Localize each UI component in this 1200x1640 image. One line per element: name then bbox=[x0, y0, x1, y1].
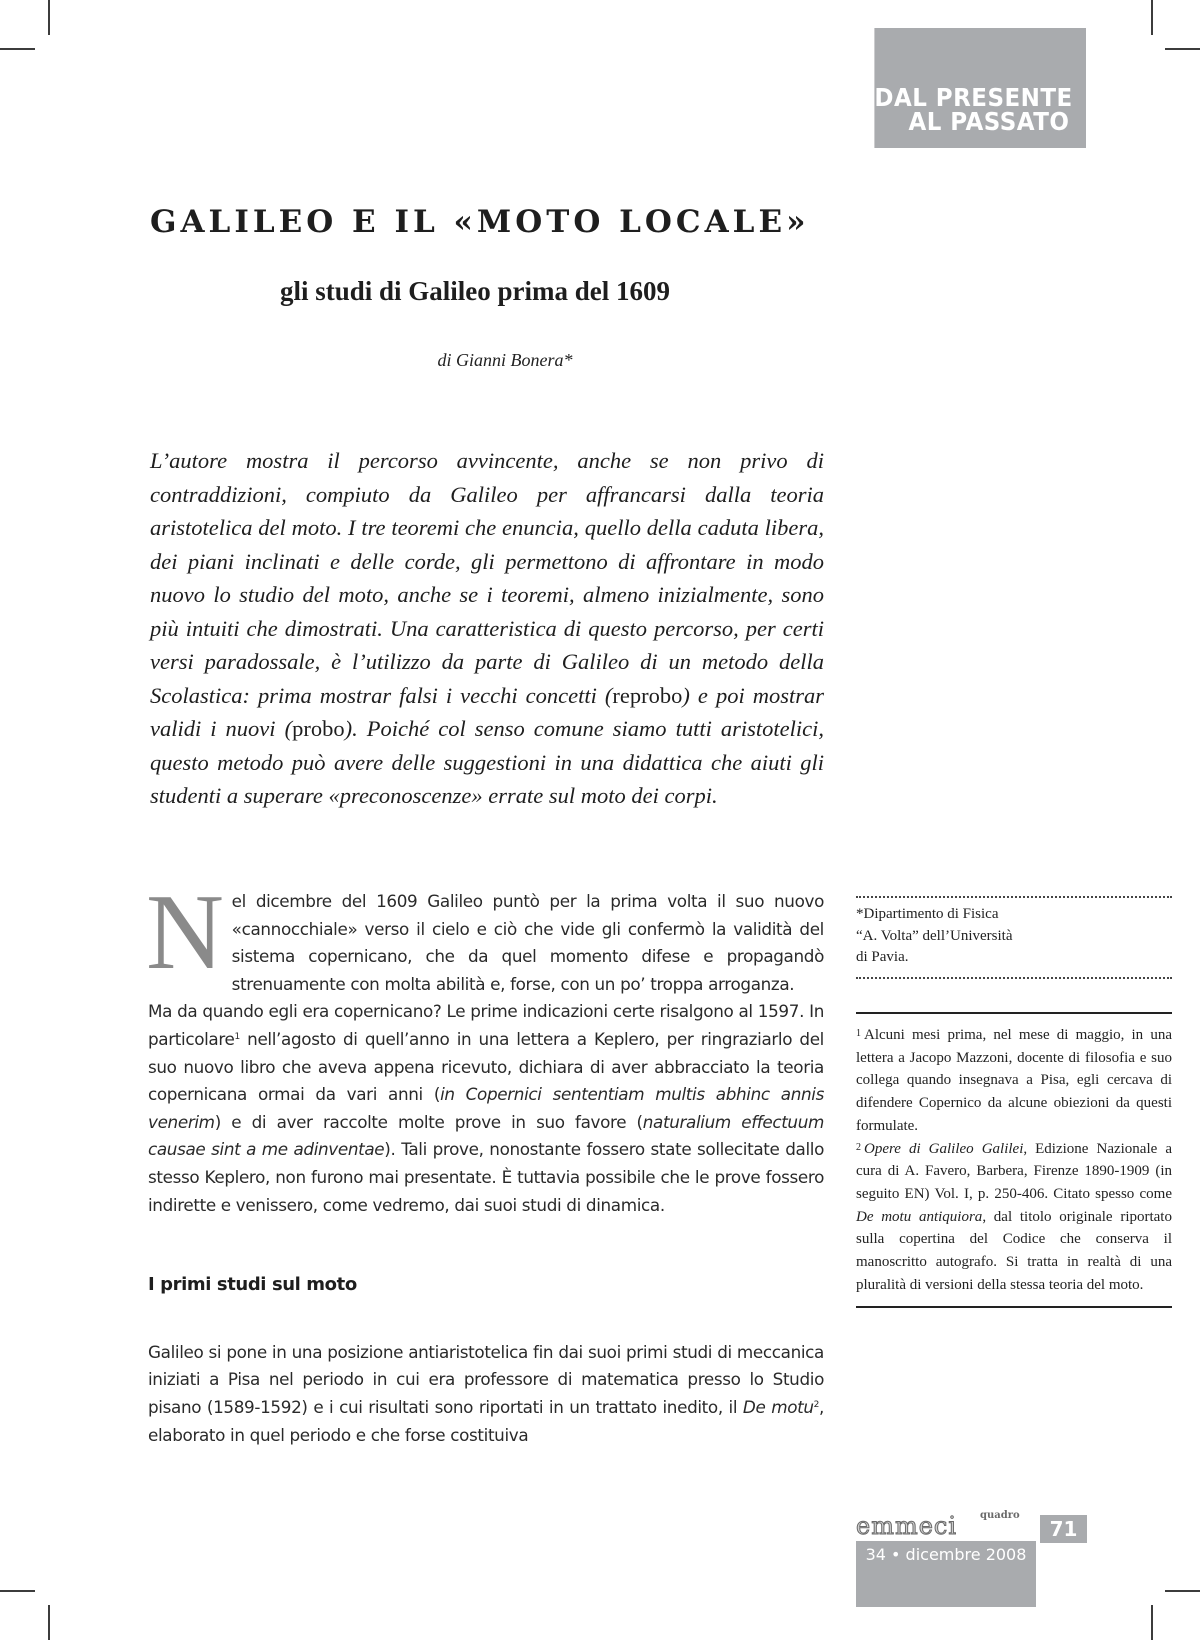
footnote-text: , Edizione Nazionale a cura di A. Favero, Barbera, Firenze 1890-1909 (in seguito EN) Vol. I, p. 250-406. Citato spesso come bbox=[856, 1140, 1172, 1202]
abstract-text: ) e poi mostrar validi i nuovi ( bbox=[150, 682, 824, 741]
footnote-ref-2[interactable]: 2 bbox=[813, 1399, 820, 1410]
drop-cap: N bbox=[146, 873, 224, 992]
paragraph-text: , elaborato in quel periodo e che forse costituiva bbox=[148, 1396, 825, 1445]
section-tag-line2: AL PASSATO bbox=[908, 107, 1070, 136]
footnote-text: , dal titolo originale riportato sulla copertina del Codice che conserva il manoscritto autografo. Si tratta in realtà di una pluralità di versioni della stessa teoria del moto. bbox=[856, 1208, 1172, 1293]
paragraph-text: Galileo si pone in una posizione antiaristotelica fin dai suoi primi studi di meccanica iniziati a Pisa nel periodo in cui era professore di matematica presso lo Studio pisano (1589-1592) e i cui risultati sono riportati in un trattato inedito, il bbox=[148, 1341, 824, 1417]
crop-mark bbox=[1165, 48, 1200, 50]
magazine-logo-sup: quadro bbox=[980, 1510, 1020, 1521]
crop-mark bbox=[0, 1590, 35, 1592]
paragraph-text: Ma da quando egli era copernicano? Le prime indicazioni certe risalgono al 1597. In particolare bbox=[148, 1001, 824, 1049]
footnote-number: 2 bbox=[856, 1141, 861, 1153]
abstract bbox=[150, 444, 824, 813]
abstract-term-reprobo: reprobo bbox=[612, 682, 683, 708]
abstract-text: L’autore mostra il percorso avvincente, anche se non privo di contraddizioni, compiuto da Galileo per affrancarsi dalla teoria aristotelica del moto. I tre teoremi che enuncia, quello della caduta libera, dei piani inclinati e delle corde, gli permettono di affrontare in modo nuovo lo studio del moto, anche se i teoremi, almeno inizialmente, sono più intuiti che dimostrati. Una caratteristica di questo percorso, per certi versi paradossale, è l’utilizzo da parte di Galileo di un metodo della Scolastica: prima mostrar falsi i vecchi concetti ( bbox=[150, 448, 824, 708]
paragraph-text: ) e di aver raccolte molte prove in suo favore ( bbox=[214, 1111, 643, 1132]
paragraph-text: el dicembre del 1609 Galileo puntò per la prima volta il suo nuovo «cannocchiale» verso il cielo e ciò che vide gli confermò la validità del sistema copernicano, che da quel momento difese e propagandò strenuamente con molta abilità e, forse, con un po’ troppa arroganza. bbox=[231, 891, 824, 994]
affiliation-line: *Dipartimento di Fisica bbox=[856, 906, 999, 922]
crop-mark bbox=[48, 1605, 50, 1640]
body-paragraph bbox=[146, 873, 824, 998]
magazine-logo: emmeci bbox=[856, 1512, 958, 1540]
paragraph-text: nell’agosto di quell’anno in una lettera a Keplero, per ringraziarlo del suo nuovo libro che aveva appena ricevuto, dichiara di aver abbracciato la teoria copernicana ormai da vari anni ( bbox=[148, 1028, 824, 1105]
footnote-number: 1 bbox=[856, 1028, 861, 1039]
section-tag bbox=[874, 28, 1086, 148]
abstract-term-probo: probo bbox=[292, 716, 345, 741]
footnote-2 bbox=[856, 1138, 1172, 1297]
crop-mark bbox=[1151, 1605, 1153, 1640]
latin-quote: naturalium effectuum causae sint a me adinventae bbox=[148, 1111, 824, 1160]
footnote-1 bbox=[856, 1024, 1172, 1138]
latin-quote: in Copernici sententiam multis abhinc annis venerim bbox=[148, 1084, 824, 1132]
affiliation-line: “A. Volta” dell’Università bbox=[856, 927, 1013, 944]
affiliation-line: di Pavia. bbox=[856, 949, 909, 965]
work-title: De motu bbox=[742, 1396, 814, 1417]
body-paragraph bbox=[148, 998, 824, 1219]
paragraph-text: ). Tali prove, nonostante fossero state sollecitate dallo stesso Keplero, non furono mai presentate. È tuttavia possibile che le prove fossero indirette e venissero, come vedremo, dai suoi studi di dinamica. bbox=[148, 1139, 824, 1215]
section-tag-line1: DAL PRESENTE bbox=[874, 83, 1073, 112]
crop-mark bbox=[1165, 1590, 1200, 1592]
article-subtitle: gli studi di Galileo prima del 1609 bbox=[279, 276, 671, 306]
footnote-work-title: Opere di Galileo Galilei bbox=[864, 1140, 1024, 1157]
abstract-text: ). Poiché col senso comune siamo tutti aristotelici, questo metodo può avere delle suggestioni in una didattica che aiuti gli studenti a superare «preconoscenze» errate sul moto dei corpi. bbox=[150, 716, 824, 808]
article-title: GALILEO E IL «MOTO LOCALE» bbox=[150, 204, 810, 240]
footnote-text: Alcuni mesi prima, nel mese di maggio, in una lettera a Jacopo Mazzoni, docente di filosofia e suo collega quando insegnava a Pisa, egli cercava di difendere Copernico da alcune obiezioni da questi formulate. bbox=[856, 1027, 1172, 1134]
footnotes bbox=[856, 1012, 1172, 1308]
footnote-ref-1[interactable]: 1 bbox=[234, 1031, 240, 1042]
crop-mark bbox=[48, 0, 50, 35]
issue-info: 34 • dicembre 2008 bbox=[856, 1541, 1036, 1607]
author-byline: di Gianni Bonera* bbox=[437, 350, 573, 370]
author-affiliation bbox=[856, 896, 1172, 979]
section-heading: I primi studi sul moto bbox=[148, 1274, 357, 1296]
body-column bbox=[146, 873, 825, 1449]
body-paragraph bbox=[148, 1339, 824, 1449]
crop-mark bbox=[0, 48, 35, 50]
crop-mark bbox=[1151, 0, 1153, 35]
footnote-work-title: De motu antiquiora bbox=[856, 1208, 983, 1225]
page-number: 71 bbox=[1040, 1515, 1087, 1543]
